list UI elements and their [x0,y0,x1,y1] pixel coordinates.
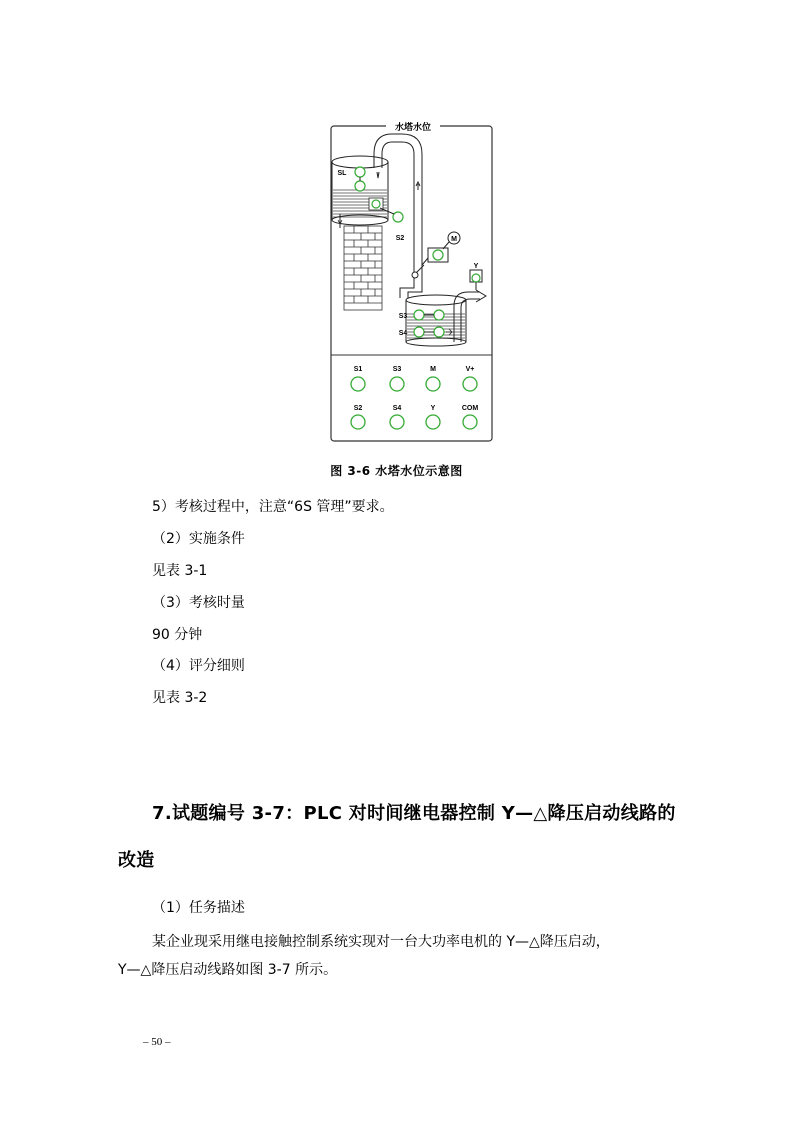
sensor-s4-label: S4 [398,330,408,337]
sensor-s2-label: S2 [395,235,405,242]
list-item: （2）实施条件 [152,531,245,547]
terminal-label: S2 [353,405,363,412]
sensor-sl-label: SL [337,170,347,177]
list-item: （4）评分细则 [152,658,245,674]
terminal-label: Y [430,405,436,412]
body-paragraph [118,928,678,984]
terminal-s1 [351,377,365,391]
motor-label: M [451,236,457,243]
page-number: – 50 – [143,1036,171,1048]
terminal-label: S1 [353,366,363,373]
terminal-label: COM [461,405,479,412]
figure-header: 水塔水位 [394,123,432,133]
list-item: 见表 3-2 [152,690,208,706]
water-tower-diagram [330,120,493,443]
paragraph-line [118,928,678,956]
list-item: （3）考核时量 [152,595,245,611]
list-item: 90 分钟 [152,627,203,643]
paragraph-line: Y—△降压启动线路如图 3-7 所示。 [118,962,338,978]
terminal-s4 [390,415,404,429]
terminal-s3 [390,377,404,391]
terminal-label: S3 [392,366,402,373]
terminal-m [426,377,440,391]
section-heading: 7.试题编号 3-7：PLC 对时间继电器控制 Y—△降压启动线路的 [152,803,676,824]
list-item: 5）考核过程中，注意“6S 管理”要求。 [152,499,394,515]
terminal-com [463,415,477,429]
terminal-s2 [351,415,365,429]
water-tower-figure [330,120,493,443]
section-heading-continued: 改造 [118,850,155,871]
terminal-label: M [430,366,436,373]
subsection-title: （1）任务描述 [152,900,245,916]
list-item: 见表 3-1 [152,563,208,579]
sensor-s3-label: S3 [398,313,408,320]
valve-label: Y [473,263,479,270]
terminal-vplus [463,377,477,391]
terminal-label: S4 [392,405,402,412]
paragraph-text: 某企业现采用继电接触控制系统实现对一台大功率电机的 Y—△降压启动， [152,934,610,950]
terminal-label: V+ [465,366,475,373]
figure-caption: 图 3-6 水塔水位示意图 [330,464,463,478]
terminal-y [426,415,440,429]
